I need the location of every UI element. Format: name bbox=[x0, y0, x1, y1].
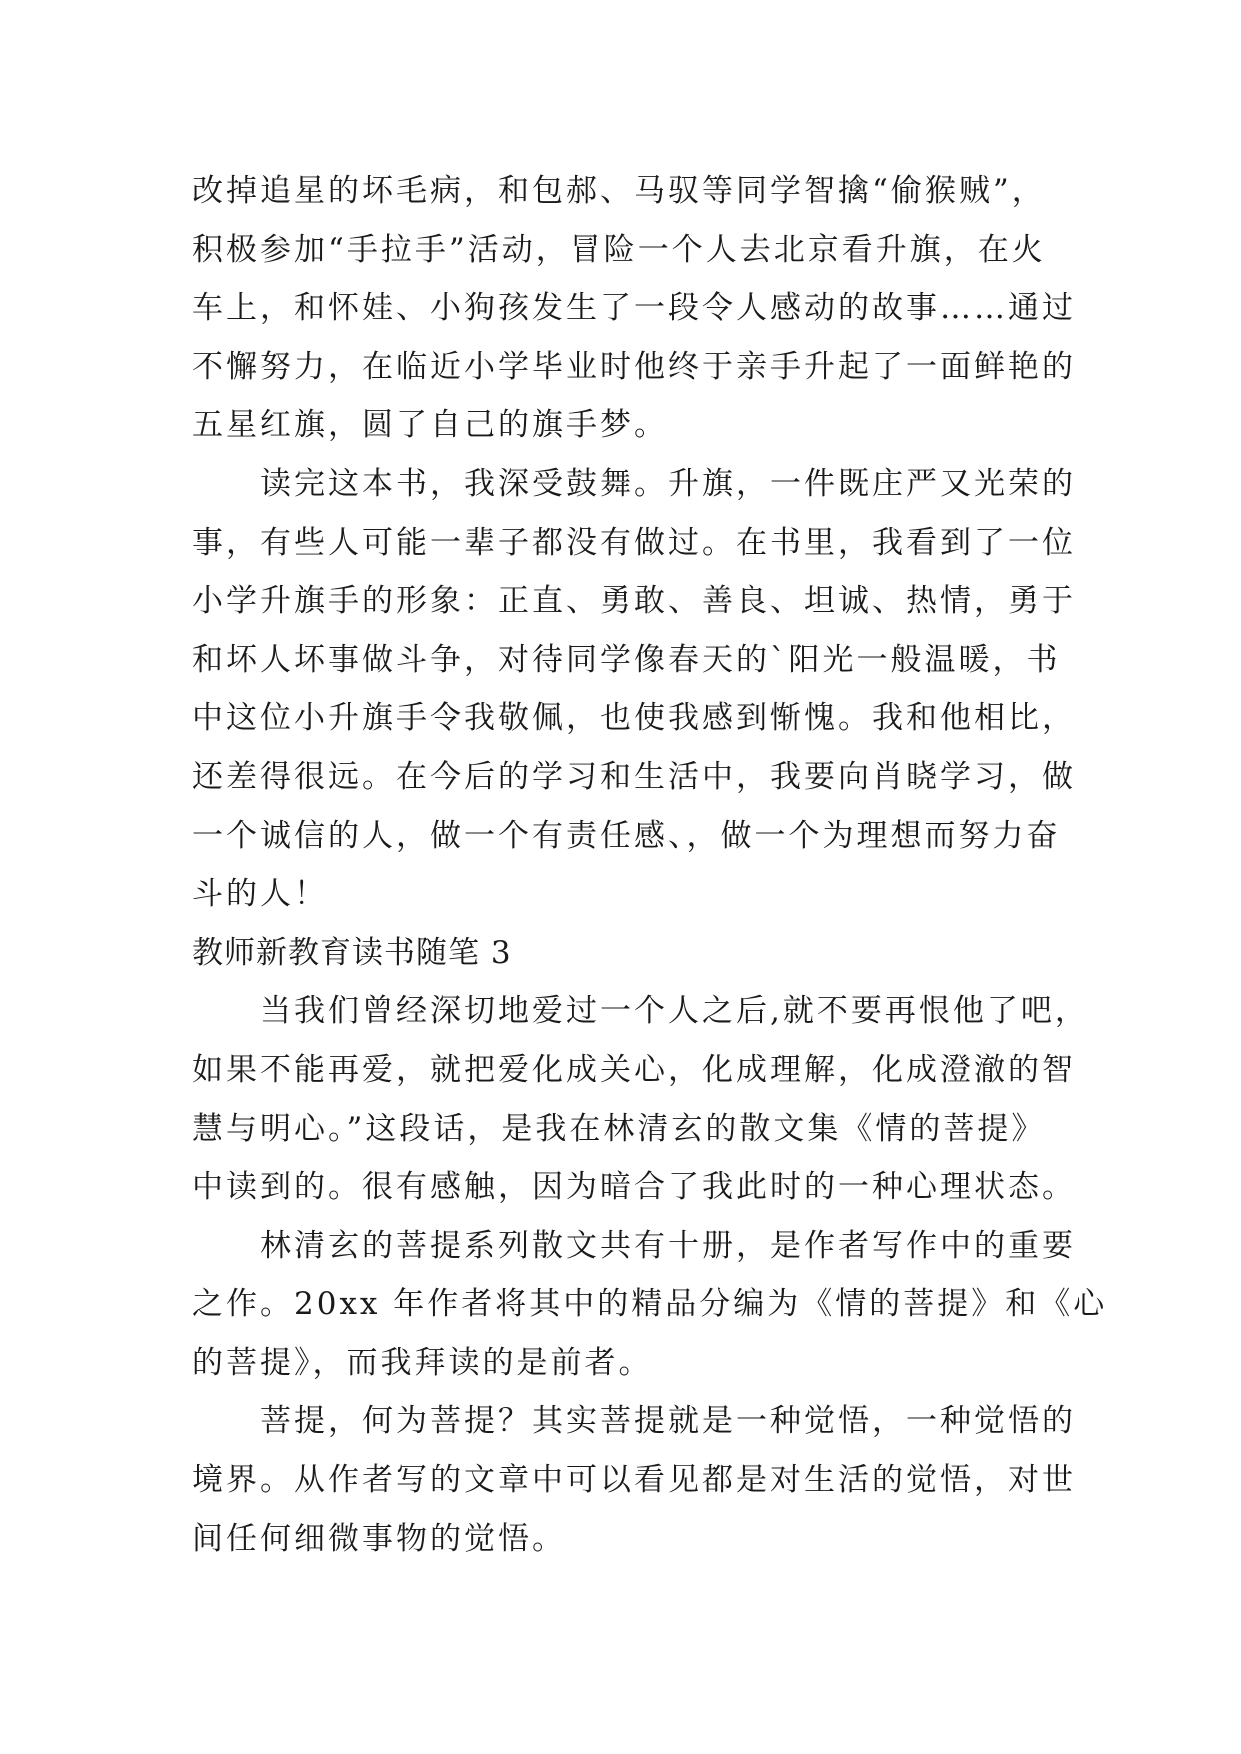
text-line: 慧与明心。”这段话，是我在林清玄的散文集《情的菩提》 bbox=[192, 1110, 1046, 1147]
section-heading: 教师新教育读书随笔 3 bbox=[192, 934, 512, 971]
document-body bbox=[192, 162, 1108, 1568]
text-line: 和坏人坏事做斗争，对待同学像春天的`阳光一般温暖，书 bbox=[192, 641, 1061, 678]
paragraph-first-line: 菩提，何为菩提？其实菩提就是一种觉悟，一种觉悟的 bbox=[260, 1403, 1076, 1440]
text-line: 间任何细微事物的觉悟。 bbox=[192, 1520, 566, 1557]
text-line: 车上，和怀娃、小狗孩发生了一段令人感动的故事……通过 bbox=[192, 290, 1076, 327]
paragraph-first-line: 当我们曾经深切地爱过一个人之后,就不要再恨他了吧， bbox=[260, 993, 1089, 1030]
text-line: 之作。20xx 年作者将其中的精品分编为《情的菩提》和《心 bbox=[192, 1286, 1108, 1323]
text-line: 中读到的。很有感触，因为暗合了我此时的一种心理状态。 bbox=[192, 1169, 1076, 1206]
text-line: 事，有些人可能一辈子都没有做过。在书里，我看到了一位 bbox=[192, 524, 1076, 561]
text-line: 小学升旗手的形象：正直、勇敢、善良、坦诚、热情，勇于 bbox=[192, 583, 1076, 620]
text-line: 积极参加“手拉手”活动，冒险一个人去北京看升旗，在火 bbox=[192, 231, 1046, 268]
text-line: 如果不能再爱，就把爱化成关心，化成理解，化成澄澈的智 bbox=[192, 1051, 1076, 1088]
text-line: 改掉追星的坏毛病，和包郝、马驭等同学智擒“偷猴贼”， bbox=[192, 173, 1046, 209]
text-line: 中这位小升旗手令我敬佩，也使我感到惭愧。我和他相比， bbox=[192, 700, 1076, 737]
text-line: 的菩提》，而我拜读的是前者。 bbox=[192, 1344, 653, 1381]
text-line: 境界。从作者写的文章中可以看见都是对生活的觉悟，对世 bbox=[192, 1462, 1076, 1499]
text-line: 不懈努力，在临近小学毕业时他终于亲手升起了一面鲜艳的 bbox=[192, 348, 1076, 385]
paragraph-first-line: 读完这本书，我深受鼓舞。升旗，一件既庄严又光荣的 bbox=[260, 465, 1076, 502]
text-line: 一个诚信的人，做一个有责任感、，做一个为理想而努力奋 bbox=[192, 817, 1061, 854]
text-line: 五星红旗，圆了自己的旗手梦。 bbox=[192, 407, 668, 444]
paragraph-first-line: 林清玄的菩提系列散文共有十册，是作者写作中的重要 bbox=[260, 1227, 1076, 1264]
text-line: 斗的人！ bbox=[192, 876, 328, 913]
text-line: 还差得很远。在今后的学习和生活中，我要向肖晓学习，做 bbox=[192, 758, 1076, 795]
